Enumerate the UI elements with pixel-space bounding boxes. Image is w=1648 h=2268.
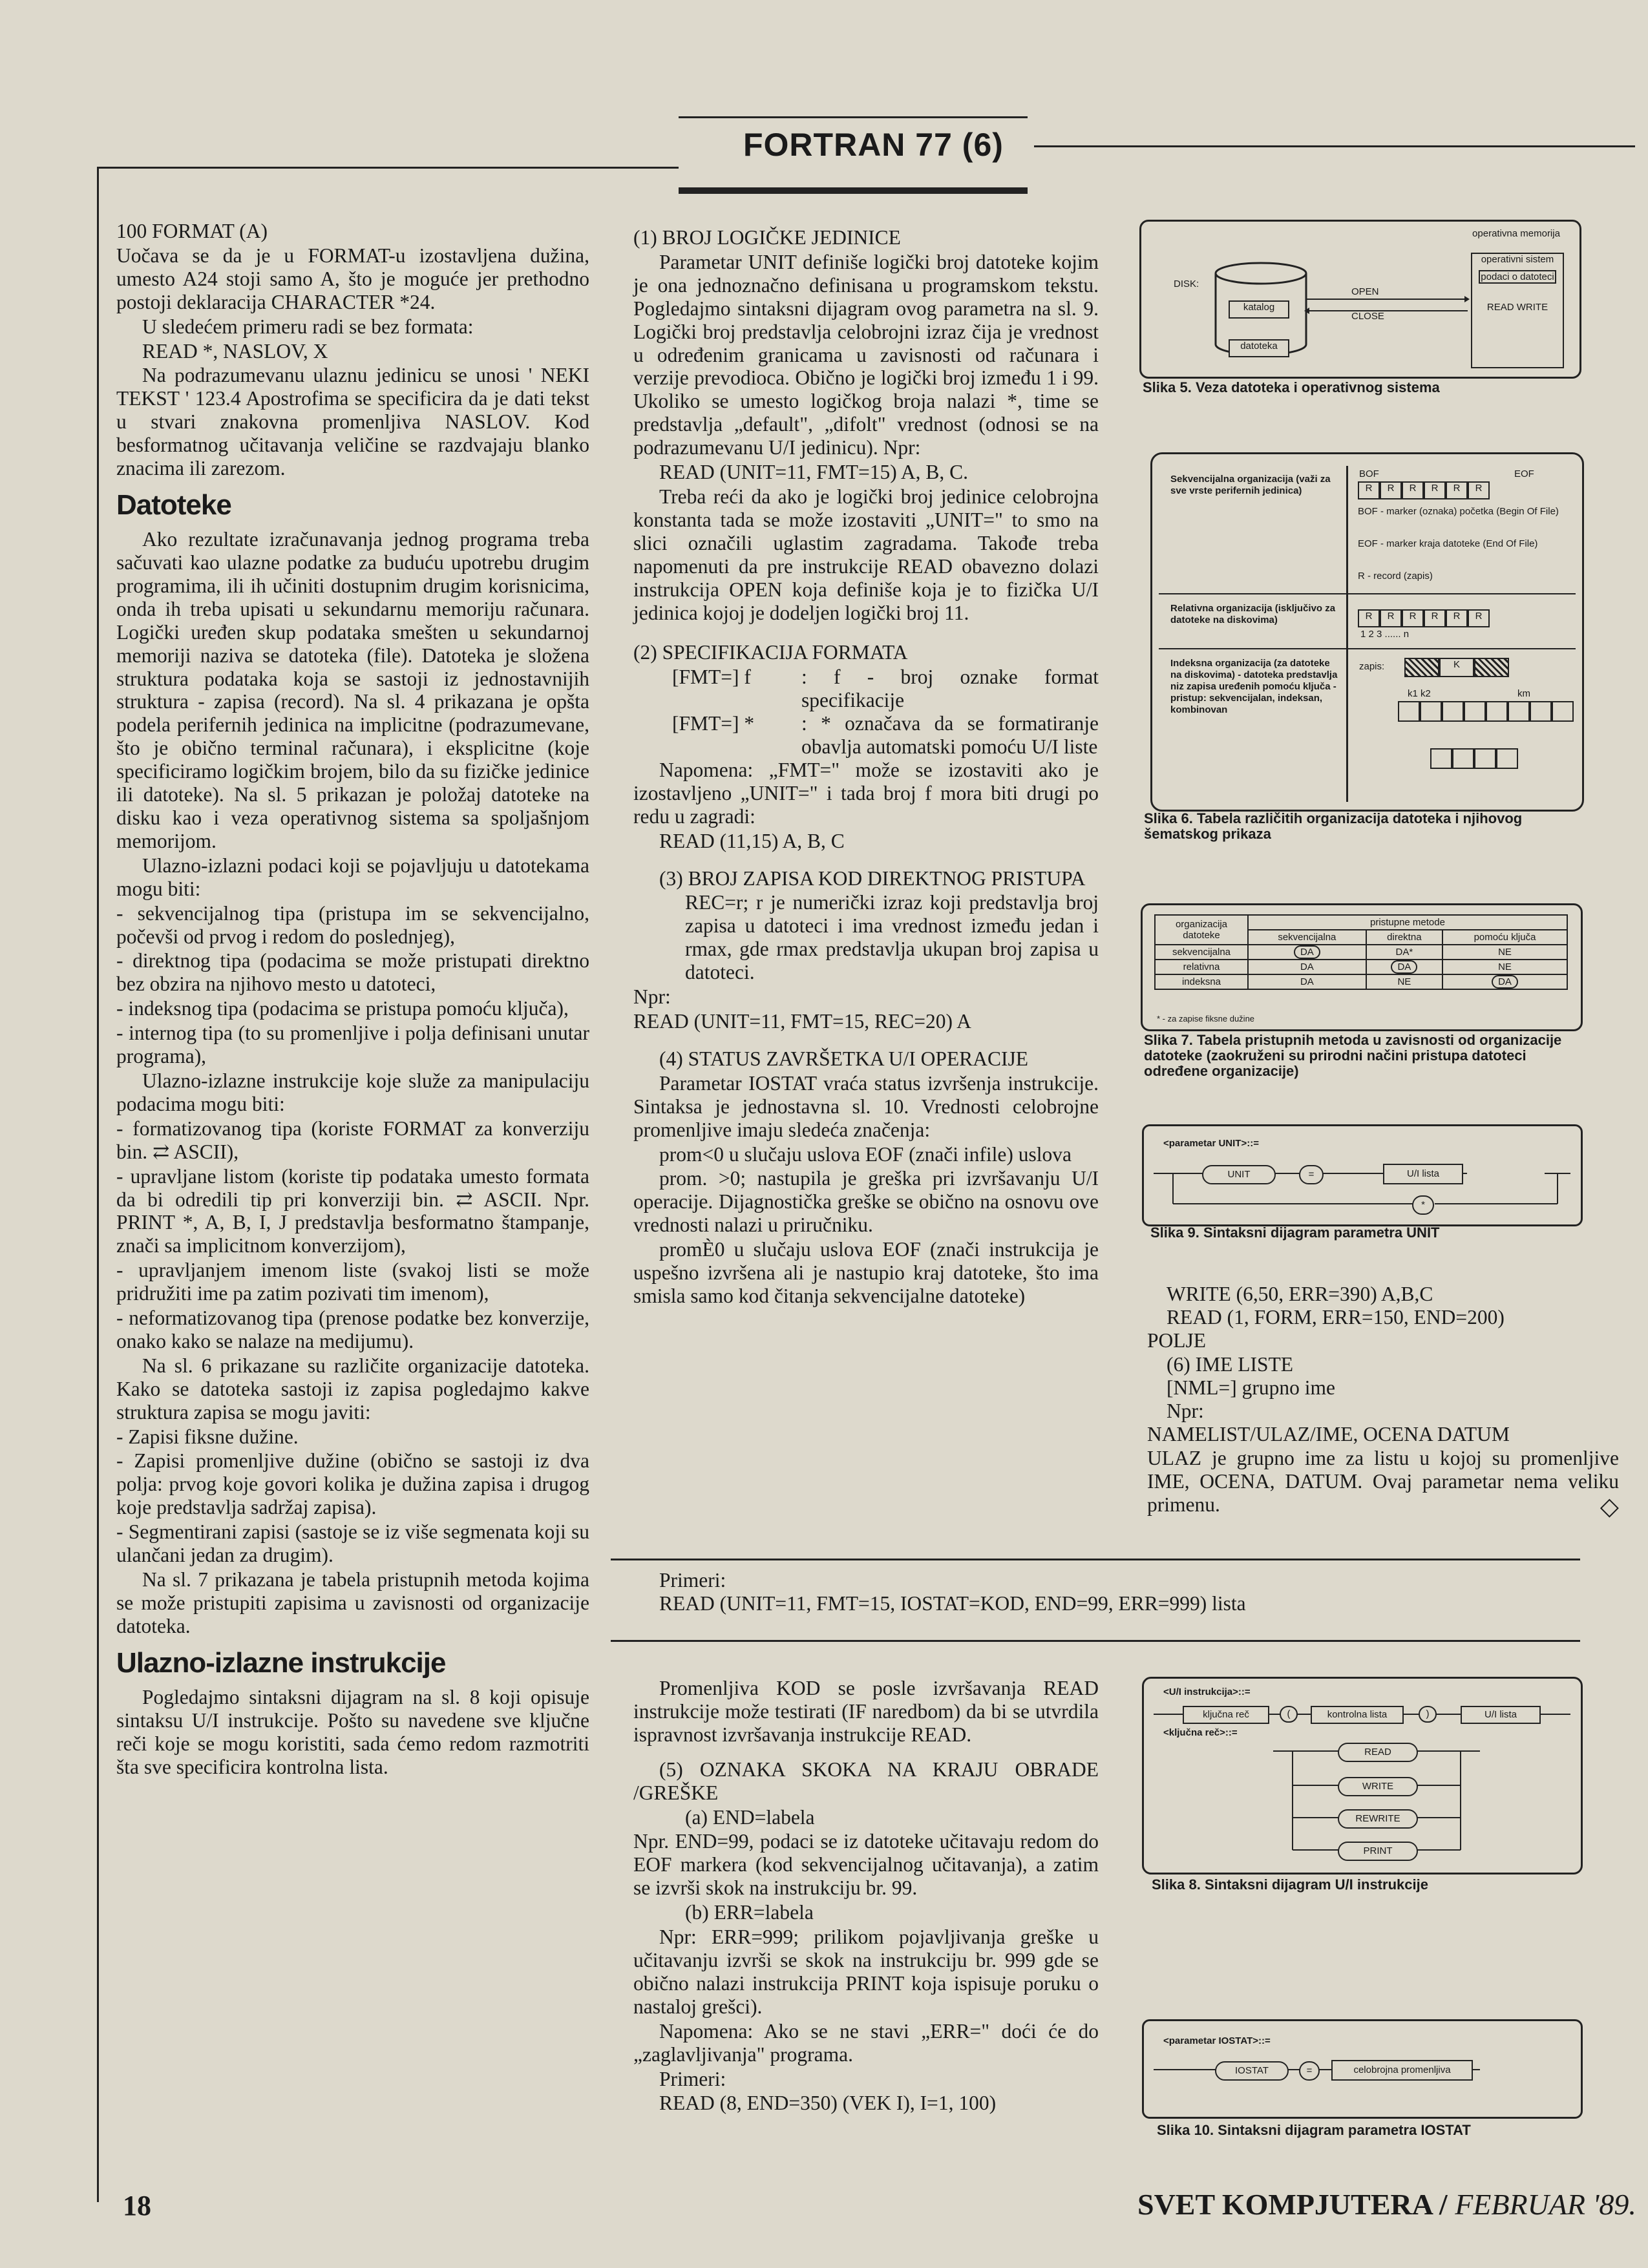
magazine-name — [1137, 2187, 1636, 2221]
table-cell: NE — [1442, 960, 1567, 974]
format-desc: : f - broj oznake format specifikacije — [801, 666, 1099, 712]
text: Npr: — [633, 985, 671, 1009]
os-box — [1471, 253, 1564, 368]
list-item: - direktnog tipa (podacima se može pristupati direktno bez obzira na njihovo mesto u datoteci, — [116, 949, 589, 996]
list-item: - formatizovanog tipa (koriste FORMAT za konverziju bin. ⇄ ASCII), — [116, 1117, 589, 1163]
code-line: READ (UNIT=11, FMT=15, REC=20) A — [633, 1010, 971, 1033]
text: Napomena: Ako se ne stavi „ERR=" doći će do „zaglavljivanja" programa. — [633, 2019, 1099, 2066]
integer-variable-box: celobrojna promenljiva — [1331, 2060, 1473, 2081]
code-line: POLJE — [1147, 1329, 1207, 1352]
column-3-text — [1147, 1283, 1619, 1521]
format-syntax: [FMT=] * — [672, 712, 755, 735]
equals-symbol: = — [1299, 1165, 1324, 1184]
text: Na sl. 7 prikazana je tabela pristupnih metoda kojima se može pristupiti zapisima u zavisnosti od organizacije datoteka. — [116, 1568, 589, 1637]
header-cell: pristupne metode — [1248, 915, 1567, 930]
format-desc: : * označava da se formatiranje obavlja automatski pomoću U/I liste — [801, 712, 1099, 759]
primeri-band — [659, 1569, 1564, 1615]
diagram-head: <U/I instrukcija>::= — [1163, 1686, 1251, 1697]
close-label: CLOSE — [1351, 311, 1384, 322]
iostat-keyword: IOSTAT — [1215, 2061, 1289, 2081]
code-line: (b) ERR=labela — [685, 1901, 814, 1924]
table-row — [1155, 945, 1567, 960]
subheading: (1) BROJ LOGIČKE JEDINICE — [633, 226, 901, 249]
circled-value: DA — [1492, 975, 1518, 989]
code-line: (a) END=labela — [685, 1805, 815, 1829]
memory-label: operativna memorija — [1472, 228, 1560, 239]
text: Npr: ERR=999; prilikom pojavljivanja greške u učitavanju izvrši se skok na instrukciju br. 999 gde se obično nalazi instrukcija PRINT koja ispisuje poruku o nastaloj grešci). — [633, 1926, 1099, 2018]
magazine-title: SVET KOMPJUTERA / — [1137, 2188, 1455, 2221]
record-cell: R — [1380, 481, 1402, 499]
hatched-cell — [1474, 658, 1509, 677]
equals-symbol: = — [1299, 2061, 1320, 2081]
table-cell: relativna — [1155, 960, 1248, 974]
page-number: 18 — [123, 2190, 151, 2221]
code-line: READ (11,15) A, B, C — [659, 829, 845, 852]
table-cell: NE — [1442, 945, 1567, 960]
org-seq-label: Sekvencijalna organizacija (važi za sve vrste perifernih jedinica) — [1170, 474, 1331, 496]
hatched-cell — [1404, 658, 1439, 677]
index-cell — [1530, 701, 1552, 722]
data-cell — [1452, 748, 1474, 769]
format-row — [633, 666, 1099, 712]
table-cell: NE — [1366, 974, 1442, 989]
table-cell: DA — [1248, 960, 1366, 974]
io-list-box: U/I lista — [1461, 1706, 1541, 1724]
code-line: WRITE (6,50, ERR=390) A,B,C — [1167, 1283, 1433, 1305]
figure-10 — [1142, 2019, 1583, 2119]
figure-8-caption: Slika 8. Sintaksni dijagram U/I instrukcije — [1152, 1876, 1428, 1893]
text: prom. >0; nastupila je greška pri izvršavanju U/I operacije. Dijagnostička greške se obično na osnovu ove vrednosti nalazi u priručniku. — [633, 1167, 1099, 1237]
circled-value: DA — [1391, 960, 1417, 974]
table-row — [1155, 960, 1567, 974]
text: Na podrazumevanu ulaznu jedinicu se unosi ' NEKI TEKST ' 123.4 Apostrofima se specificira da je dati tekst u stvari znakovna promenljiva NASLOV. Kod besformatnog učitavanja veličine se razdvajaju blanko znacima ili zarezom. — [116, 364, 589, 480]
code-line: READ *, NASLOV, X — [142, 339, 328, 362]
km-label: km — [1517, 688, 1530, 699]
text: Parametar IOSTAT vraća status izvršenja instrukcije. Sintaksa je jednostavna sl. 10. Vrednosti celobrojne promenljive imaju sledeća značenja: — [633, 1071, 1099, 1141]
issue-date: FEBRUAR '89. — [1455, 2188, 1636, 2221]
primeri-label: Primeri: — [659, 1569, 726, 1591]
seq-records — [1358, 481, 1490, 499]
text: Uočava se da je u FORMAT-u izostavljena dužina, umesto A24 stoji samo A, što je moguće jer prethodno postoji deklaracija CHARACTER *24. — [116, 244, 589, 313]
eof-label: EOF — [1514, 468, 1534, 479]
table-cell — [1442, 974, 1567, 989]
read-keyword: READ — [1338, 1743, 1418, 1762]
text: REC=r; r je numerički izraz koji predstavlja broj zapisa u datoteci i ima vrednost između jedan i rmax, gde rmax predstavlja ukupan broj zapisa u datoteci. — [685, 891, 1099, 984]
figure-7-caption: Slika 7. Tabela pristupnih metoda u zavisnosti od organizacije datoteke (zaokruženi su prirodni načini pristupa datoteci određene organizacije) — [1144, 1032, 1562, 1080]
list-item: - indeksnog tipa (podacima se pristupa pomoću ključa), — [116, 997, 569, 1020]
list-item: - sekvencijalnog tipa (pristupa im se sekvencijalno, počevši od prvog i redom do poslednjeg), — [116, 901, 589, 948]
table-row — [1155, 974, 1567, 989]
code-line: READ (8, END=350) (VEK I), I=1, 100) — [659, 2092, 997, 2115]
record-cell: R — [1424, 609, 1446, 627]
text: Ulazno-izlazne instrukcije koje služe za manipulaciju podacima mogu biti: — [116, 1069, 589, 1115]
list-item: - upravljanjem imenom liste (svakoj listi se može pridružiti ime pa zatim pozivati tim imenom), — [116, 1259, 589, 1305]
star-symbol: * — [1412, 1195, 1434, 1215]
text: U sledećem primeru radi se bez formata: — [142, 315, 474, 338]
end-mark-icon: ◇ — [1600, 1493, 1619, 1521]
text: Npr. END=99, podaci se iz datoteke učitavaju redom do EOF markera (kod sekvencijalnog učitavanja), a zatim se izvrši skok na instrukciju br. 99. — [633, 1830, 1099, 1900]
list-item: - Segmentirani zapisi (sastoje se iz više segmenata koji su ulančani jedan za drugim). — [116, 1520, 589, 1567]
diagram-head: <parametar UNIT>::= — [1163, 1138, 1259, 1149]
write-keyword: WRITE — [1338, 1777, 1418, 1796]
header-cell: pomoću ključa — [1442, 930, 1567, 945]
data-cell — [1496, 748, 1518, 769]
index-cell — [1420, 701, 1442, 722]
podaci-box: podaci o datoteci — [1479, 270, 1556, 284]
index-cell — [1464, 701, 1486, 722]
record-cell: R — [1402, 609, 1424, 627]
open-paren: ( — [1280, 1706, 1298, 1723]
datoteka-box: datoteka — [1229, 339, 1289, 357]
table-cell — [1366, 960, 1442, 974]
close-paren: ) — [1419, 1706, 1437, 1723]
figure-6 — [1150, 452, 1584, 812]
index-cell — [1486, 701, 1508, 722]
rw-label: READ WRITE — [1486, 302, 1548, 313]
text: Napomena: „FMT=" može se izostaviti ako je izostavljeno „UNIT=" i tada broj f mora biti drugi po redu u zagradi: — [633, 758, 1099, 828]
unit-keyword: UNIT — [1202, 1165, 1276, 1184]
figure-7 — [1141, 903, 1583, 1031]
subheading: (4) STATUS ZAVRŠETKA U/I OPERACIJE — [659, 1047, 1028, 1070]
circled-value: DA — [1294, 945, 1320, 959]
control-list-box: kontrolna lista — [1311, 1706, 1404, 1724]
record-cell: R — [1446, 609, 1468, 627]
data-cell — [1474, 748, 1496, 769]
rule — [611, 1559, 1580, 1560]
legend-bof: BOF - marker (oznaka) početka (Begin Of File) — [1358, 506, 1559, 517]
header-cell: organizacija datoteke — [1155, 915, 1248, 945]
rewrite-keyword: REWRITE — [1338, 1809, 1418, 1829]
record-cell: R — [1468, 481, 1490, 499]
figure-8 — [1142, 1677, 1583, 1874]
k1k2-label: k1 k2 — [1408, 688, 1431, 699]
index-cell — [1442, 701, 1464, 722]
keyword-box: ključna reč — [1183, 1706, 1269, 1724]
text: Ulazno-izlazni podaci koji se pojavljuju u datotekama mogu biti: — [116, 854, 589, 900]
divider — [1159, 593, 1576, 594]
frame-left — [97, 167, 99, 2202]
column-2-lower — [633, 1677, 1099, 2116]
legend-record: R - record (zapis) — [1358, 571, 1433, 582]
header-rule-left — [97, 167, 679, 169]
code-line: READ (1, FORM, ERR=150, END=200) — [1167, 1306, 1505, 1329]
index-table — [1398, 701, 1574, 722]
table-note: * - za zapise fiksne dužine — [1157, 1014, 1255, 1024]
table-cell — [1248, 945, 1366, 960]
record-numbers: 1 2 3 ...... n — [1360, 629, 1410, 640]
index-cell — [1398, 701, 1420, 722]
list-item: - internog tipa (to su promenljive i polja definisani unutar programa), — [116, 1022, 589, 1068]
print-keyword: PRINT — [1338, 1842, 1418, 1861]
bof-label: BOF — [1359, 468, 1379, 479]
access-table — [1154, 914, 1568, 990]
subheading: (5) OZNAKA SKOKA NA KRAJU OBRADE /GREŠKE — [633, 1758, 1099, 1804]
figure-5-caption: Slika 5. Veza datoteka i operativnog sistema — [1143, 379, 1440, 395]
disk-label: DISK: — [1174, 278, 1199, 289]
text: prom<0 u slučaju uslova EOF (znači infile) uslova — [659, 1142, 1072, 1166]
record-cell: R — [1358, 609, 1380, 627]
divider — [1346, 466, 1348, 802]
record-cell: R — [1358, 481, 1380, 499]
code-line: NAMELIST/ULAZ/IME, OCENA DATUM — [1147, 1423, 1510, 1446]
section-heading-ulazno: Ulazno-izlazne instrukcije — [116, 1646, 446, 1679]
record-cell: R — [1446, 481, 1468, 499]
os-label: operativni sistem — [1481, 254, 1554, 265]
figure-5 — [1139, 220, 1581, 379]
header-rule-right — [1034, 145, 1635, 147]
index-cell — [1508, 701, 1530, 722]
divider — [1159, 648, 1576, 649]
record-cell: R — [1380, 609, 1402, 627]
figure-9-caption: Slika 9. Sintaksni dijagram parametra UNIT — [1150, 1224, 1440, 1241]
section-heading-datoteke: Datoteke — [116, 488, 231, 521]
list-item: - upravljane listom (koriste tip podataka umesto formata da bi odredili tip pri konverziji bin. ⇄ ASCII. Npr. PRINT *, A, B, I, J predstavlja besformatno štampanje, znači sa implicitnom konverzijom), — [116, 1164, 589, 1257]
open-label: OPEN — [1351, 286, 1379, 297]
data-cell — [1430, 748, 1452, 769]
text: Ako rezultate izračunavanja jednog programa treba sačuvati kao ulazne podatke za buduću upotrebu drugim programima, ili ih učiniti dostupnim drugim korisnicima, onda ih treba upisati u sekundarnu memoriju računara. Logički uređen skup podataka smešten u sekundarnoj memoriji naziva se datoteka (file). Datoteka je složena struktura podataka koja se sastoji iz jednostavnijih struktura - zapisa (record). Na sl. 4 prikazana je opšta podela perifernih jedinica na implicitne (podrazumevane, što je obično terminal računara), i eksplicitne (koje specificiramo logičkim brojem, bilo da su fizičke jedinice ili datoteke). Na sl. 5 prikazan je položaj datoteke na disku kao i veza operativnog sistema sa spoljašnjom memorijom. — [116, 528, 589, 852]
figure-6-caption: Slika 6. Tabela različitih organizacija datoteka i njihovog šematskog prikaza — [1144, 810, 1523, 843]
record-cell: R — [1424, 481, 1446, 499]
text: ULAZ je grupno ime za listu u kojoj su promenljive IME, OCENA, DATUM. Ovaj parametar nema veliku primenu. — [1147, 1446, 1619, 1516]
subheading: (3) BROJ ZAPISA KOD DIREKTNOG PRISTUPA — [659, 866, 1086, 890]
data-records — [1430, 748, 1518, 769]
header-rule-bold — [679, 187, 1028, 194]
list-item: - neformatizovanog tipa (prenose podatke bez konverzije, onako kako se nalaze na medijumu). — [116, 1307, 589, 1352]
rule — [611, 1640, 1580, 1642]
table-cell: DA — [1248, 974, 1366, 989]
table-cell: sekvencijalna — [1155, 945, 1248, 960]
text: Treba reći da ako je logički broj jedinice celobrojna konstanta tada se može izostaviti „UNIT=" to smo na slici označili uglastim zagradama. Takođe treba napomenuti da pre instrukcije READ obavezno dolazi instrukcija OPEN koja definiše koja je to fizička U/I jedinica kojoj je dodeljen logički broj 11. — [633, 485, 1099, 624]
column-1 — [116, 220, 589, 1780]
text: Na sl. 6 prikazane su različite organizacije datoteka. Kako se datoteka sastoji iz zapisa pogledajmo kakve struktura zapisa se mogu javiti: — [116, 1354, 589, 1423]
org-rel-label: Relativna organizacija (isključivo za datoteke na diskovima) — [1170, 603, 1336, 625]
table-cell: DA* — [1366, 945, 1442, 960]
figure-9 — [1142, 1124, 1583, 1226]
figure-10-caption: Slika 10. Sintaksni dijagram parametra IOSTAT — [1157, 2122, 1471, 2138]
legend-eof: EOF - marker kraja datoteke (End Of File) — [1358, 538, 1538, 549]
subheading: (2) SPECIFIKACIJA FORMATA — [633, 641, 908, 664]
header-cell: sekvencijalna — [1248, 930, 1366, 945]
text: promÈ0 u slučaju uslova EOF (znači instrukcija je uspešno izvršena ali je nastupio kraj datoteke, što ima smisla samo kod čitanja sekvencijalne datoteke) — [633, 1238, 1099, 1307]
header-rule-top — [679, 116, 1028, 118]
record-cell: R — [1468, 609, 1490, 627]
header-cell: direktna — [1366, 930, 1442, 945]
key-cell: K — [1439, 658, 1474, 677]
page-title: FORTRAN 77 (6) — [743, 127, 1004, 163]
record-cell: R — [1402, 481, 1424, 499]
column-2 — [633, 226, 1099, 1309]
format-syntax: [FMT=] f — [672, 666, 751, 689]
diagram-head-2: <ključna reč>::= — [1163, 1727, 1238, 1738]
text: 100 FORMAT (A) — [116, 220, 268, 242]
text: Parametar UNIT definiše logički broj datoteke kojim je ona jednoznačno definisana u programskom tekstu. Pogledajmo sintaksni dijagram ovog parametra na sl. 9. Logički broj predstavlja celobrojni izraz čija je vrednost u određenim granicama u zavisnosti od računara i verzije prevodioca. Obično je logički broj između 1 i 99. Ukoliko se umesto logičkog broja nalazi *, time se predstavlja „default", „difolt" vrednost (odnosi se na podrazumevanu U/I jedinicu). Npr: — [633, 250, 1099, 459]
diagram-head: <parametar IOSTAT>::= — [1163, 2035, 1271, 2046]
code-line: [NML=] grupno ime — [1167, 1376, 1335, 1399]
format-row — [633, 712, 1099, 759]
text: Npr: — [1167, 1400, 1204, 1423]
list-item: - Zapisi promenljive dužine (obično se sastoji iz dva polja: prvog koje govori kolika je dužina zapisa i drugog koje predstavlja sadržaj zapisa). — [116, 1449, 589, 1519]
text: Promenljiva KOD se posle izvršavanja READ instrukcije može testirati (IF naredbom) da bi se utvrdila ispravnost izvršavanja instrukcije READ. — [633, 1677, 1099, 1746]
rel-records — [1358, 609, 1490, 627]
index-key-record — [1404, 658, 1509, 677]
text: Primeri: — [659, 2067, 726, 2090]
code-line: READ (UNIT=11, FMT=15) A, B, C. — [659, 461, 968, 484]
open-close-arrows — [1303, 293, 1471, 319]
io-list-box: U/I lista — [1383, 1164, 1463, 1184]
code-line: READ (UNIT=11, FMT=15, IOSTAT=KOD, END=99, ERR=999) lista — [659, 1592, 1246, 1615]
index-cell — [1552, 701, 1574, 722]
table-cell: indeksna — [1155, 974, 1248, 989]
subheading: (6) IME LISTE — [1167, 1352, 1293, 1376]
org-idx-label: Indeksna organizacija (za datoteke na diskovima) - datoteka predstavlja niz zapisa uređenih pomoću ključa - pristup: sekvencijalan, indeksan, kombinovan — [1170, 658, 1338, 715]
zapis-label: zapis: — [1359, 661, 1385, 672]
katalog-box: katalog — [1229, 300, 1289, 319]
list-item: - Zapisi fiksne dužine. — [116, 1425, 299, 1448]
text: Pogledajmo sintaksni dijagram na sl. 8 koji opisuje sintaksu U/I instrukcije. Pošto su navedene sve ključne reči koje se mogu koristiti, sada ćemo redom razmotriti šta sve specificira kontrolna lista. — [116, 1685, 589, 1778]
